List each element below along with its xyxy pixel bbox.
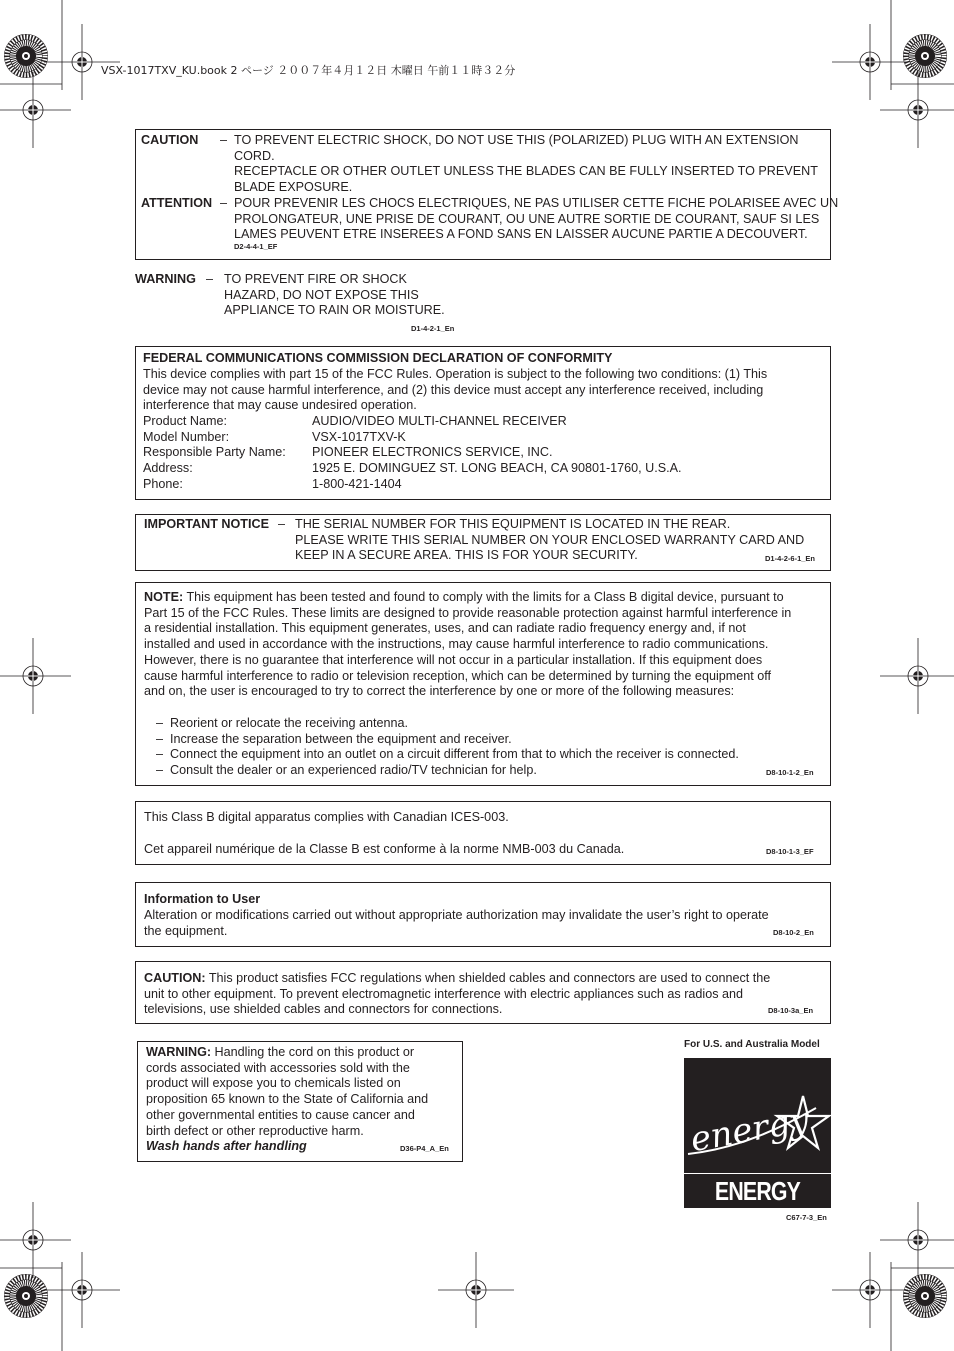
prop65-text: WARNING: Handling the cord on this product or cords associated with accessories sold with the product will expose you to chemicals listed on proposition 65 known to the State of California and other governmental entities to cause cancer and birth defect or other reproductive harm. <box>146 1045 429 1138</box>
info-code: D8-10-2_En <box>773 928 814 937</box>
address-label: Address: <box>143 461 193 476</box>
caution-cables-label: CAUTION: <box>144 971 206 985</box>
caution-dash: – <box>220 133 228 147</box>
canada-line-en: This Class B digital apparatus complies with Canadian ICES-003. <box>144 810 509 824</box>
energy-code: C67-7-3_En <box>786 1213 827 1222</box>
product-name-label: Product Name: <box>143 414 227 428</box>
warning-text: TO PREVENT FIRE OR SHOCK HAZARD, DO NOT EXPOSE THIS APPLIANCE TO RAIN OR MOISTURE. <box>224 272 445 318</box>
caution-box <box>135 129 839 260</box>
warning-fire <box>135 272 465 336</box>
warning-code: D1-4-2-1_En <box>411 324 455 333</box>
model-number-label: Model Number: <box>143 429 230 444</box>
address-value: 1925 E. DOMINGUEZ ST. LONG BEACH, CA 90801-1760, U.S.A. <box>312 461 682 476</box>
party-name-value: PIONEER ELECTRONICS SERVICE, INC. <box>312 445 553 460</box>
attention-dash: – <box>220 196 228 210</box>
list-item: – Consult the dealer or an experienced radio/TV technician for help. <box>156 763 537 778</box>
note-code: D8-10-1-2_En <box>766 768 814 777</box>
energy-script: energy <box>687 1099 812 1161</box>
model-number-value: VSX-1017TXV-K <box>312 429 406 444</box>
energy-star-text: ENERGY STAR <box>714 1176 801 1240</box>
canada-box <box>135 801 831 865</box>
caution-code: D2-4-4-1_EF <box>234 242 278 251</box>
book-header: VSX-1017TXV_KU.book 2 ページ ２００７年４月１２日 木曜日 午前１１時３２分 <box>101 64 516 77</box>
note-label: NOTE: <box>144 590 184 604</box>
important-dash: – <box>278 517 286 531</box>
list-item: – Increase the separation between the equipment and receiver. <box>156 731 512 746</box>
fcc-title: FEDERAL COMMUNICATIONS COMMISSION DECLARATION OF CONFORMITY <box>143 351 613 365</box>
caution-text: TO PREVENT ELECTRIC SHOCK, DO NOT USE THIS (POLARIZED) PLUG WITH AN EXTENSION CORD. RECEPTACLE OR OTHER OUTLET UNLESS THE BLADES CAN BE FULLY INSERTED TO PREVENT BLADE EXPOSURE. <box>234 133 818 195</box>
fcc-labels <box>143 414 286 493</box>
fcc-declaration-box <box>135 346 831 500</box>
important-code: D1-4-2-6-1_En <box>765 554 816 563</box>
important-notice-box <box>135 514 831 571</box>
caution-cables-text: CAUTION: This product satisfies FCC regulations when shielded cables and connectors are used to connect the unit to other equipment. To prevent electromagnetic interference with electric appliances such as radios and televisions, use shielded cables and connectors for connections. <box>144 971 771 1017</box>
info-text: Alteration or modifications carried out without appropriate authorization may invalidate the user’s right to operate the equipment. <box>144 908 769 938</box>
attention-label: ATTENTION <box>141 196 213 210</box>
note-box <box>135 582 831 786</box>
party-name-label: Responsible Party Name: <box>143 445 286 460</box>
info-title: Information to User <box>144 892 261 906</box>
note-text: NOTE: This equipment has been tested and found to comply with the limits for a Class B digital device, pursuant to Part 15 of the FCC Rules. These limits are designed to provide reasonable protection against harmful interference in a residential installation. This equipment generates, uses, and can radiate radio frequency energy and, if not installed and used in accordance with the instructions, may cause harmful interference to radio communications. However, there is no guarantee that interference will not occur in a particular installation. If this equipment does cause harmful interference to radio or television reception, which can be determined by turning the equipment off and on, the user is encouraged to try to correct the interference by one or more of the following measures: <box>144 590 792 699</box>
phone-label: Phone: <box>143 476 183 491</box>
prop65-code: D36-P4_A_En <box>400 1144 449 1153</box>
fcc-values <box>312 414 682 493</box>
info-to-user-box <box>135 882 831 947</box>
energy-model-note: For U.S. and Australia Model <box>684 1039 820 1050</box>
wash-hands-note: Wash hands after handling <box>146 1139 307 1153</box>
canada-code: D8-10-1-3_EF <box>766 847 814 856</box>
canada-line-fr: Cet appareil numérique de la Classe B est conforme à la norme NMB-003 du Canada. <box>144 842 625 856</box>
important-label: IMPORTANT NOTICE <box>144 517 269 531</box>
fcc-body: This device complies with part 15 of the FCC Rules. Operation is subject to the following two conditions: (1) This device may not cause harmful interference, and (2) this device must accept any interference received, including interference that may cause undesired operation. <box>143 367 768 413</box>
warning-label: WARNING <box>135 272 196 286</box>
caution-label: CAUTION <box>141 133 199 147</box>
important-text: THE SERIAL NUMBER FOR THIS EQUIPMENT IS LOCATED IN THE REAR. PLEASE WRITE THIS SERIAL NUMBER ON YOUR ENCLOSED WARRANTY CARD AND KEEP IN A SECURE AREA. THIS IS FOR YOUR SECURITY. <box>295 517 805 563</box>
list-item: – Connect the equipment into an outlet on a circuit different from that to which the receiver is connected. <box>156 747 739 762</box>
attention-text: POUR PREVENIR LES CHOCS ELECTRIQUES, NE PAS UTILISER CETTE FICHE POLARISEE AVEC UN PROLONGATEUR, UNE PRISE DE COURANT, OU UNE AUTRE SORTIE DE COURANT, SAUF SI LES LAMES PEUVENT ETRE INSEREES A FOND SANS EN LAISSER AUCUNE PARTIE A DECOUVERT. <box>234 196 839 242</box>
prop65-warning-box <box>137 1041 463 1162</box>
phone-value: 1-800-421-1404 <box>312 476 402 491</box>
caution-cables-box <box>135 961 831 1024</box>
product-name-value: AUDIO/VIDEO MULTI-CHANNEL RECEIVER <box>312 414 567 428</box>
prop65-label: WARNING: <box>146 1045 212 1059</box>
warning-dash: – <box>206 272 214 286</box>
caution-cables-code: D8-10-3a_En <box>768 1006 814 1015</box>
list-item: – Reorient or relocate the receiving antenna. <box>156 716 409 730</box>
note-bullets <box>156 716 739 779</box>
